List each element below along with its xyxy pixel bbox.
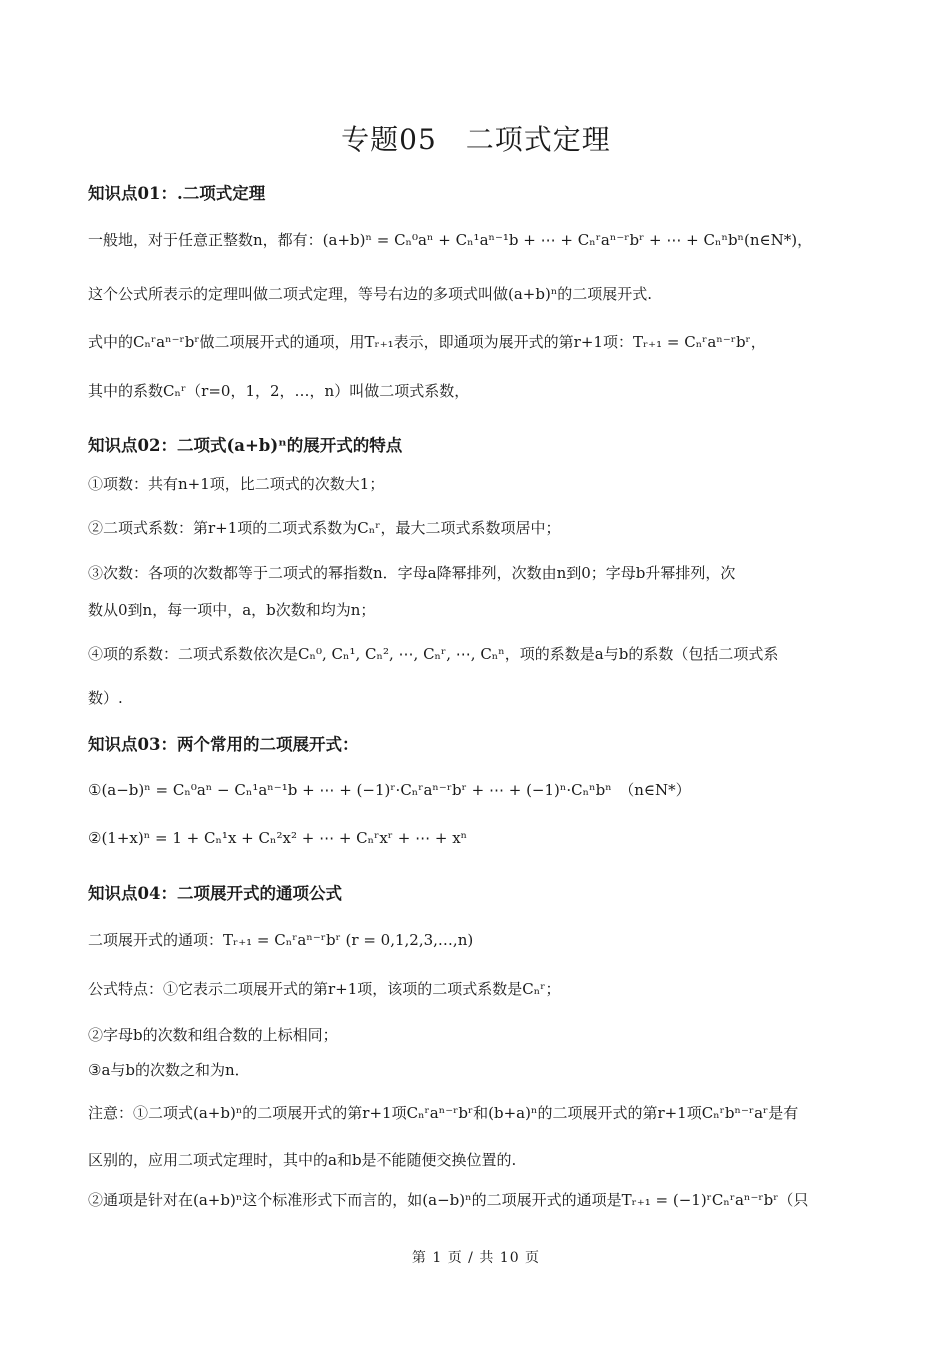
list-item: ③次数：各项的次数都等于二项式的幂指数n．字母a降幂排列，次数由n到0；字母b升幂排列，次: [88, 564, 736, 582]
note-paragraph: ②通项是针对在(a+b)ⁿ这个标准形式下而言的，如(a−b)ⁿ的二项展开式的通项是Tᵣ₊₁ = (−1)ʳCₙʳaⁿ⁻ʳbʳ（只: [88, 1191, 809, 1209]
list-item: ②二项式系数：第r+1项的二项式系数为Cₙʳ，最大二项式系数项居中；: [88, 519, 561, 537]
note-paragraph-continued: 区别的，应用二项式定理时，其中的a和b是不能随便交换位置的.: [88, 1151, 517, 1169]
paragraph-definition: 这个公式所表示的定理叫做二项式定理，等号右边的多项式叫做(a+b)ⁿ的二项展开式.: [88, 285, 653, 303]
note-paragraph: 注意：①二项式(a+b)ⁿ的二项展开式的第r+1项Cₙʳaⁿ⁻ʳbʳ和(b+a)ⁿ的二项展开式的第r+1项Cₙʳbⁿ⁻ʳaʳ是有: [88, 1104, 799, 1122]
list-item-continued: 数）.: [88, 689, 123, 707]
paragraph-theorem: 一般地，对于任意正整数n，都有：(a+b)ⁿ = Cₙ⁰aⁿ + Cₙ¹aⁿ⁻¹b + ⋯ + Cₙʳaⁿ⁻ʳbʳ + ⋯ + Cₙⁿbⁿ(n∈N*)，: [88, 231, 813, 249]
page-footer: 第 1 页 / 共 10 页: [411, 1250, 541, 1266]
list-item-continued: 数从0到n，每一项中，a，b次数和均为n；: [88, 601, 376, 619]
formula-general-term: 二项展开式的通项：Tᵣ₊₁ = Cₙʳaⁿ⁻ʳbʳ (r = 0,1,2,3,…,n): [88, 931, 474, 949]
paragraph-feature: 公式特点：①它表示二项展开式的第r+1项，该项的二项式系数是Cₙʳ；: [88, 980, 561, 998]
section-heading-4: 知识点04：二项展开式的通项公式: [88, 884, 342, 903]
paragraph-coefficient: 其中的系数Cₙʳ（r=0，1，2，…，n）叫做二项式系数，: [88, 382, 470, 400]
section-heading-2: 知识点02：二项式(a+b)ⁿ的展开式的特点: [88, 436, 403, 455]
page-title: 专题05 二项式定理: [341, 123, 611, 156]
formula-expansion-one-plus-x: ②(1+x)ⁿ = 1 + Cₙ¹x + Cₙ²x² + ⋯ + Cₙʳxʳ + ⋯ + xⁿ: [88, 829, 468, 847]
list-item: ③a与b的次数之和为n．: [88, 1061, 250, 1079]
list-item: ①项数：共有n+1项，比二项式的次数大1；: [88, 475, 385, 493]
paragraph-general-term: 式中的Cₙʳaⁿ⁻ʳbʳ做二项展开式的通项，用Tᵣ₊₁表示，即通项为展开式的第r+1项：Tᵣ₊₁ = Cₙʳaⁿ⁻ʳbʳ，: [88, 333, 766, 351]
list-item: ④项的系数：二项式系数依次是Cₙ⁰, Cₙ¹, Cₙ², ⋯, Cₙʳ, ⋯, Cₙⁿ，项的系数是a与b的系数（包括二项式系: [88, 645, 779, 663]
section-heading-1: 知识点01：.二项式定理: [88, 184, 266, 203]
section-heading-3: 知识点03：两个常用的二项展开式：: [88, 735, 359, 754]
list-item: ②字母b的次数和组合数的上标相同；: [88, 1026, 338, 1044]
formula-expansion-minus: ①(a−b)ⁿ = Cₙ⁰aⁿ − Cₙ¹aⁿ⁻¹b + ⋯ + (−1)ʳ·Cₙʳaⁿ⁻ʳbʳ + ⋯ + (−1)ⁿ·Cₙⁿbⁿ （n∈N*）: [88, 781, 691, 799]
